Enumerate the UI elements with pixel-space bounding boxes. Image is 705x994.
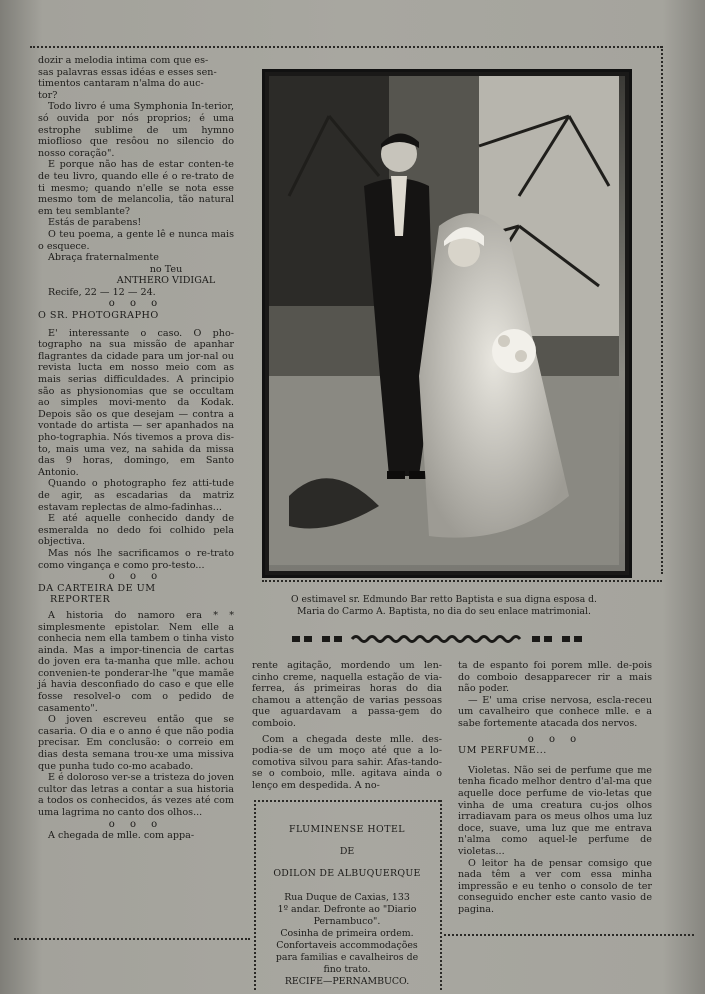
letter-paragraph: E porque não has de estar conten-te de teu livro, quando elle é o re-trato de ti mesmo; quando n'elle se nota esse mesmo tom de melancolia, tão natural em teu semblante? bbox=[38, 159, 234, 217]
hotel-feature-1: Cosinha de primeira ordem. bbox=[280, 928, 414, 939]
hotel-advertisement bbox=[252, 800, 442, 990]
article-paragraph: O leitor ha de pensar comsigo que nada têm a ver com essa minha impressão e eu tenho o consolo de ter conseguido encher este canto vasio de pagina. bbox=[458, 857, 652, 915]
hotel-city: RECIFE—PERNAMBUCO. bbox=[284, 976, 410, 987]
letter-paragraph: Estás de parabens! bbox=[48, 217, 142, 229]
middle-column bbox=[252, 660, 442, 792]
opening-line-1: dozir a melodia intima com que es- bbox=[38, 55, 209, 66]
article-paragraph: E até aquelle conhecido dandy de esmeralda no dedo foi colhido pela objectiva. bbox=[38, 513, 234, 548]
hotel-feature-4: fino trato. bbox=[323, 964, 371, 975]
opening-line-4: tor? bbox=[38, 89, 58, 101]
right-dotted-rule bbox=[661, 46, 663, 574]
hotel-address-line-3: Pernambuco". bbox=[313, 916, 381, 927]
article-paragraph: E é doloroso ver-se a tristeza do joven cultor das letras a contar a sua historia a todos os conhecidos, ás vezes até com uma lagrima no canto dos olhos... bbox=[38, 772, 234, 818]
article-paragraph: E' interessante o caso. O pho-tographo na sua missão de apanhar flagrantes da cidade para um jor-nal ou revista lucta em nosso meio com as mais serias difficuldades. A principio são as physionomias que se occultam ao simples movi-mento da Kodak. Depois são os que desejam — contra a vontade do artista — ser apanhados na pho-tographia. Nós tivemos a prova dis-to, mais uma vez, na sahida da missa das 9 horas, domingo, em Santo Antonio. bbox=[38, 327, 234, 478]
article-paragraph: Quando o photographo fez atti-tude de agir, as escadarias da matriz estavam replectas de almo-fadinhas... bbox=[38, 478, 234, 513]
signature-prefix: no Teu bbox=[149, 263, 183, 275]
letter-date: Recife, 22 — 12 — 24. bbox=[48, 286, 156, 298]
opening-line-3: timentos cantaram n'alma do auc- bbox=[38, 78, 204, 90]
letter-paragraph: O teu poema, a gente lê e nunca mais o esquece. bbox=[38, 228, 234, 252]
section-heading-reporter-line2: REPORTER bbox=[50, 594, 111, 606]
letter-closing: Abraça fraternalmente bbox=[48, 252, 159, 264]
continued-paragraph: — E' uma crise nervosa, escla-receu um cavalheiro que conhece mlle. e a sabe fortemente atacada dos nervos. bbox=[458, 694, 652, 729]
ornamental-divider bbox=[262, 632, 626, 646]
caption-line-1: O estimavel sr. Edmundo Bar retto Baptista e sua digna esposa d. bbox=[291, 594, 597, 605]
wedding-couple-illustration bbox=[269, 76, 619, 565]
article-paragraph: Mas nós lhe sacrificamos o re-trato como vingança e como pro-testo... bbox=[38, 547, 234, 571]
hotel-feature-3: para familias e cavalheiros de bbox=[275, 952, 419, 963]
hotel-owner: ODILON DE ALBUQUERQUE bbox=[273, 868, 421, 879]
signature-name: ANTHERO VIDIGAL bbox=[116, 275, 216, 287]
wedding-photograph bbox=[262, 69, 632, 578]
bottom-right-dotted-rule bbox=[444, 934, 694, 936]
continued-paragraph: rente agitação, mordendo um len-cinho creme, naquella estação de via-ferrea, ás primeiras horas do dia chamou a attenção de varias pessoas que aguardavam a passa-gem do comboio. bbox=[252, 660, 442, 729]
photo-image bbox=[269, 76, 625, 571]
article-paragraph: O joven escreveu então que se casaria. O dia e o anno é que não podia precisar. Em conclusão: o correio em dias desta semana trou-xe uma missiva que punha tudo co-mo acabado. bbox=[38, 714, 234, 772]
bottom-left-dotted-rule bbox=[14, 938, 250, 940]
opening-line-2: sas palavras essas idéas e esses sen- bbox=[38, 66, 217, 78]
section-heading-reporter: DA CARTEIRA DE UM bbox=[38, 582, 156, 594]
continued-paragraph: Com a chegada deste mlle. des-podia-se de um moço até que a lo-comotiva silvou para sahir. Afas-tando-se o comboio, mlle. agitava ainda o lenço em despedida. A no- bbox=[252, 733, 442, 791]
hotel-address-line-2: 1º andar. Defronte ao "Diario bbox=[277, 904, 417, 915]
section-heading-perfume: UM PERFUME... bbox=[458, 745, 547, 757]
hotel-de: DE bbox=[339, 846, 355, 857]
top-dotted-rule bbox=[30, 46, 662, 48]
article-paragraph: A historia do namoro era * * simplesmente epistolar. Nem elle a conhecia nem ella tambem o tinha visto ainda. Mas a impor-tinencia de cartas do joven era ta-manha que mlle. achou convenien-te ponderar-lhe "que mamãe já havia desconfiado do caso e que elle fosse resolvel-o com o pedido de casamento". bbox=[38, 609, 234, 714]
hotel-name: FLUMINENSE HOTEL bbox=[288, 824, 406, 835]
left-column bbox=[38, 55, 234, 842]
section-separator: o o o bbox=[108, 298, 164, 310]
article-paragraph: Violetas. Não sei de perfume que me tenha ficado melhor dentro d'al-ma que aquelle doce perfume de vio-letas que vinha de uma creatura cu-jos olhos irradiavam para os meus olhos uma luz doce, suave, uma luz que me entrava n'alma como aquel-le perfume de violetas... bbox=[458, 764, 652, 857]
caption-top-rule bbox=[262, 580, 662, 582]
article-paragraph: A chegada de mlle. com appa- bbox=[48, 830, 195, 842]
caption-line-2: Maria do Carmo A. Baptista, no dia do seu enlace matrimonial. bbox=[297, 605, 591, 617]
hotel-address-line-1: Rua Duque de Caxias, 133 bbox=[284, 892, 410, 903]
hotel-feature-2: Confortaveis accommodações bbox=[276, 940, 418, 951]
section-heading-photographer: O SR. PHOTOGRAPHO bbox=[38, 310, 159, 322]
section-separator: o o o bbox=[108, 571, 164, 583]
section-separator: o o o bbox=[108, 818, 164, 830]
photo-caption bbox=[262, 594, 626, 617]
right-column bbox=[458, 660, 652, 915]
letter-paragraph: Todo livro é uma Symphonia In-terior, só ouvida por nós proprios; é uma estrophe sublime de um hymno mioflioso que resôou no silencio do nosso coração". bbox=[38, 101, 234, 159]
continued-paragraph: ta de espanto foi porem mlle. de-pois do comboio desapparecer rir a mais não poder. bbox=[458, 660, 652, 695]
section-separator: o o o bbox=[527, 733, 583, 745]
